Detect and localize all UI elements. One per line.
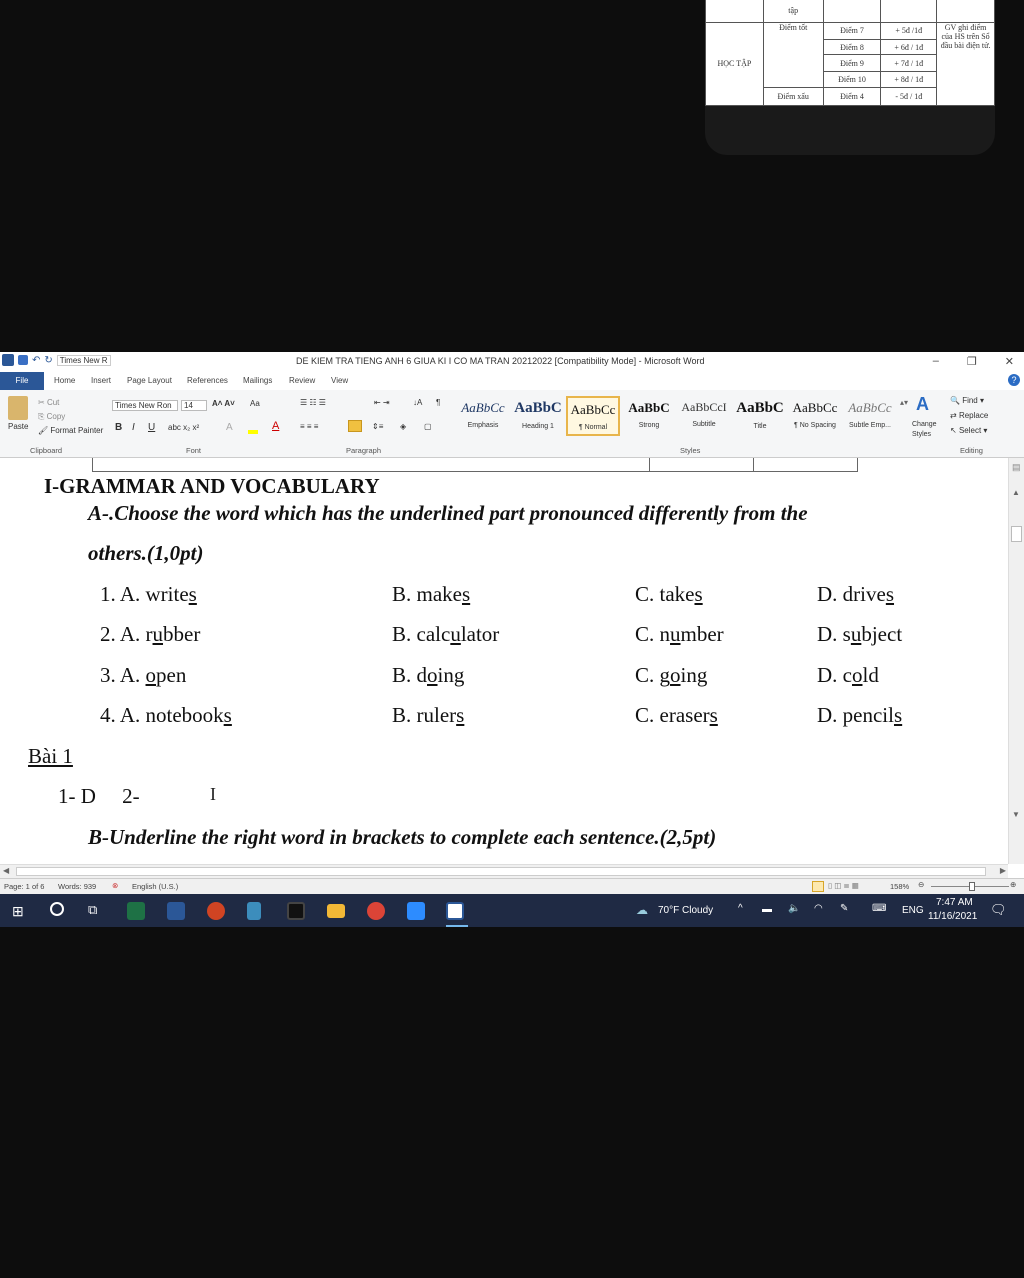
question-number: 4. A. <box>100 703 146 727</box>
cut-label: Cut <box>46 398 60 407</box>
zoom-in-icon[interactable]: ⊕ <box>1010 880 1017 889</box>
status-bar <box>0 878 1024 894</box>
help-icon[interactable]: ? <box>1008 374 1020 386</box>
weather-status[interactable]: 70°F Cloudy <box>658 905 714 916</box>
underlined-part: s <box>893 703 903 727</box>
table-cell: Điểm 4 <box>823 87 881 105</box>
table-cell: tập <box>763 0 823 22</box>
tab-file[interactable]: File <box>0 372 44 390</box>
style-emphasis[interactable] <box>456 396 510 436</box>
table-cell: + 6đ / 1đ <box>881 40 937 55</box>
word-window <box>0 352 1024 927</box>
tab-review[interactable]: Review <box>289 376 316 385</box>
option-text: ld <box>862 663 879 687</box>
table-cell: GV ghi điểm của HS trên Sổ đầu bài điện tử. <box>937 22 995 105</box>
question-row <box>100 582 197 607</box>
option-c <box>635 703 718 728</box>
redo-icon[interactable]: ↻ <box>44 354 53 366</box>
option-b <box>392 582 470 607</box>
language-status[interactable]: English (U.S.) <box>132 882 179 891</box>
style-sample: AaBbC <box>628 400 670 415</box>
italic-button[interactable]: I <box>132 422 135 433</box>
option-text: B. calc <box>392 622 451 646</box>
clock-date[interactable]: 11/16/2021 <box>928 911 978 922</box>
tab-page-layout[interactable]: Page Layout <box>127 376 172 385</box>
style-sample: AaBbCc <box>570 402 616 417</box>
ribbon <box>0 390 1024 458</box>
table-cell: + 8đ / 1đ <box>881 72 937 87</box>
line-spacing-icon[interactable]: ⇕≡ <box>372 422 384 431</box>
indent-icon[interactable]: ⇤ ⇥ <box>374 398 390 407</box>
question-row <box>100 703 232 728</box>
table-cell: - 5đ / 1đ <box>881 87 937 105</box>
sort-icon[interactable]: ↓A <box>413 398 423 407</box>
option-text: mber <box>680 622 724 646</box>
replace-button[interactable]: ⇄ Replace <box>950 411 989 420</box>
undo-icon[interactable]: ↶ <box>32 354 41 366</box>
justify-icon[interactable] <box>348 420 362 432</box>
option-c <box>635 622 724 647</box>
save-icon[interactable] <box>18 355 28 365</box>
tray-chevron-icon[interactable]: ^ <box>738 903 743 914</box>
task-view-icon[interactable]: ⧉ <box>88 902 98 917</box>
word-logo-icon <box>2 354 14 366</box>
style-subtle-emphasis[interactable] <box>843 396 897 436</box>
style-name: Emphasis <box>467 422 499 429</box>
word-active-icon[interactable] <box>446 902 464 920</box>
underlined-part: s <box>709 703 718 727</box>
table-cell: Điểm tốt <box>763 22 823 87</box>
find-button[interactable]: 🔍 Find ▾ <box>950 396 984 405</box>
tab-references[interactable]: References <box>187 376 228 385</box>
style-sample: AaBbCc <box>461 400 505 415</box>
style-normal[interactable] <box>566 396 620 436</box>
quick-access-toolbar <box>2 354 111 366</box>
underlined-part: s <box>694 582 703 606</box>
option-text: bject <box>861 622 903 646</box>
underlined-part: o <box>427 663 438 687</box>
underlined-part: s <box>456 703 465 727</box>
option-text: B. d <box>392 663 428 687</box>
style-name: Subtle Emp... <box>848 422 892 429</box>
style-sample: AaBbCcI <box>681 400 727 414</box>
option-text: lator <box>460 622 500 646</box>
ribbon-tabs <box>0 372 1024 390</box>
change-styles-icon[interactable]: A <box>916 394 929 414</box>
powerpoint-icon[interactable] <box>207 902 225 920</box>
option-text: pen <box>156 663 187 687</box>
scroll-down-icon[interactable]: ▼ <box>1012 810 1020 819</box>
restore-button[interactable]: ❐ <box>966 356 977 368</box>
question-number: 3. A. <box>100 663 146 687</box>
search-icon[interactable] <box>50 902 64 916</box>
excel-icon[interactable] <box>127 902 145 920</box>
bai1-heading: Bài 1 <box>28 744 73 768</box>
borders-icon[interactable]: ▢ <box>424 422 432 431</box>
style-name: ¶ No Spacing <box>794 422 836 429</box>
close-button[interactable]: ✕ <box>1004 356 1014 368</box>
option-b <box>392 622 499 647</box>
highlight-icon[interactable] <box>248 430 258 434</box>
underlined-part: s <box>188 582 197 606</box>
format-painter-button[interactable]: 🖌 Format Painter <box>38 426 104 435</box>
underlined-part: u <box>670 622 681 646</box>
page-count[interactable]: Page: 1 of 6 <box>4 882 45 891</box>
style-sample: AaBbC <box>514 400 562 416</box>
wifi-icon[interactable]: ◠ <box>814 903 823 914</box>
battery-icon[interactable]: ▬ <box>762 904 772 915</box>
notifications-icon[interactable]: 🗨 <box>990 902 1007 917</box>
text-cursor-icon: I <box>210 784 216 804</box>
tab-mailings[interactable]: Mailings <box>243 376 273 385</box>
change-styles-button[interactable]: Change Styles <box>912 421 937 438</box>
font-color-icon[interactable]: A <box>272 420 280 432</box>
option-d <box>817 582 894 607</box>
underlined-part: u <box>850 622 862 646</box>
option-text: D. pencil <box>817 703 894 727</box>
part-a-instruction-line1: A-.Choose the word which has the underlined part pronounced differently from the <box>88 501 808 525</box>
copy-label: Copy <box>46 412 66 421</box>
strikethrough-button[interactable]: abc x₂ x² <box>168 423 200 432</box>
windows-start-icon[interactable]: ⊞ <box>12 903 24 919</box>
style-strong[interactable] <box>622 396 676 436</box>
table-cell: Điểm 8 <box>823 40 881 55</box>
style-name: Title <box>753 423 767 430</box>
h-scroll-thumb[interactable] <box>16 867 986 876</box>
style-no-spacing[interactable] <box>788 396 842 436</box>
underline-button[interactable]: U <box>148 422 156 433</box>
file-explorer-icon[interactable] <box>327 904 345 918</box>
scroll-thumb[interactable] <box>1011 526 1022 542</box>
style-sample: AaBbC <box>736 400 784 416</box>
zoom-out-icon[interactable]: ⊖ <box>918 880 925 889</box>
table-cell: Điểm xấu <box>763 87 823 105</box>
show-marks-icon[interactable]: ¶ <box>436 398 441 407</box>
table-cell: + 5đ /1đ <box>881 22 937 39</box>
underlined-part: o <box>145 663 157 687</box>
option-text: C. g <box>635 663 671 687</box>
keyboard-icon[interactable]: ⌨ <box>872 903 887 914</box>
table-border-remnant <box>92 458 858 472</box>
text-effects-icon[interactable]: A <box>226 422 233 433</box>
group-editing: Editing <box>960 446 983 455</box>
python-icon[interactable] <box>247 902 261 920</box>
table-cell: Điểm 9 <box>823 55 881 72</box>
underlined-part: o <box>852 663 863 687</box>
bullets-icon[interactable]: ☰ ☷ ☰ <box>300 398 326 407</box>
style-name: Subtitle <box>692 421 716 428</box>
option-text: ing <box>680 663 708 687</box>
underlined-part: u <box>152 622 164 646</box>
underlined-part: o <box>670 663 681 687</box>
qat-font-box[interactable]: Times New R <box>57 355 111 366</box>
underlined-part: s <box>223 703 232 727</box>
font-name-box[interactable]: Times New Ron <box>112 400 178 411</box>
cloud-icon: ☁ <box>636 903 648 917</box>
change-case-icon[interactable]: Aa <box>250 399 260 408</box>
language-indicator[interactable]: ENG <box>902 905 924 916</box>
tab-view[interactable]: View <box>331 376 349 385</box>
cut-button[interactable]: ✂ Cut <box>38 398 60 407</box>
copy-button[interactable]: ⎘ Copy <box>38 412 66 421</box>
group-styles: Styles <box>680 446 701 455</box>
part-a-instruction-line2: others.(1,0pt) <box>88 541 204 565</box>
score-table-image <box>705 0 995 106</box>
group-font: Font <box>186 446 202 455</box>
underlined-part: s <box>885 582 895 606</box>
style-heading-1[interactable] <box>511 396 565 436</box>
option-d <box>817 622 902 647</box>
style-sample: AaBbCc <box>848 400 892 415</box>
answer-line: 1- D 2- <box>58 784 140 808</box>
zoom-level[interactable]: 158% <box>890 882 910 891</box>
video-overlay-panel <box>705 0 995 155</box>
option-text: C. eraser <box>635 703 710 727</box>
view-mode-icons[interactable]: ▯ ◫ ≣ ▦ <box>828 881 859 890</box>
option-b <box>392 703 464 728</box>
option-d <box>817 703 902 728</box>
group-paragraph: Paragraph <box>346 446 382 455</box>
question-row <box>100 663 186 688</box>
question-row <box>100 622 200 647</box>
document-page[interactable] <box>0 458 1024 866</box>
table-cell: + 7đ / 1đ <box>881 55 937 72</box>
select-button[interactable]: ↖ Select ▾ <box>950 426 988 435</box>
style-subtitle[interactable] <box>677 396 731 436</box>
underlined-part: s <box>461 582 471 606</box>
volume-icon[interactable]: 🔈 <box>788 903 801 914</box>
scroll-up-icon[interactable]: ▲ <box>1012 488 1020 497</box>
question-number: 1. A. <box>100 582 146 606</box>
format-painter-label: Format Painter <box>50 426 104 435</box>
group-clipboard: Clipboard <box>30 446 63 455</box>
style-name: Heading 1 <box>522 423 554 430</box>
minimize-button[interactable]: – <box>932 355 939 367</box>
style-title[interactable] <box>733 396 787 436</box>
app-icon[interactable] <box>287 902 305 920</box>
option-text: B. ruler <box>392 703 457 727</box>
select-label: Select <box>958 426 982 435</box>
proofing-icon[interactable]: ⊗ <box>112 881 119 890</box>
tab-insert[interactable]: Insert <box>91 376 112 385</box>
shading-icon[interactable]: ◈ <box>400 422 407 431</box>
option-text: D. c <box>817 663 852 687</box>
section-heading: I-GRAMMAR AND VOCABULARY <box>44 474 380 498</box>
option-d <box>817 663 879 688</box>
option-c <box>635 663 707 688</box>
word-app-icon[interactable] <box>167 902 185 920</box>
option-c <box>635 582 703 607</box>
align-icons[interactable]: ≡ ≡ ≡ <box>300 422 319 431</box>
option-text: notebook <box>145 703 224 727</box>
option-text: ing <box>437 663 465 687</box>
print-layout-view-icon[interactable] <box>812 881 824 892</box>
font-size-box[interactable]: 14 <box>181 400 207 411</box>
tab-home[interactable]: Home <box>54 376 76 385</box>
style-sample: AaBbCc <box>792 400 838 415</box>
option-text: C. n <box>635 622 671 646</box>
bold-button[interactable]: B <box>115 422 123 433</box>
word-count[interactable]: Words: 939 <box>58 882 97 891</box>
option-text: bber <box>163 622 201 646</box>
ruler-toggle-icon[interactable]: ▤ <box>1012 462 1021 472</box>
scroll-right-icon[interactable]: ▶ <box>999 866 1006 875</box>
table-cell: HỌC TẬP <box>706 22 764 105</box>
option-text: B. make <box>392 582 462 606</box>
paste-icon[interactable] <box>8 396 28 420</box>
part-b-instruction: B-Underline the right word in brackets to complete each sentence.(2,5pt) <box>88 825 717 849</box>
style-name: Strong <box>638 422 660 429</box>
option-text: r <box>145 622 153 646</box>
find-label: Find <box>962 396 978 405</box>
replace-label: Replace <box>958 411 989 420</box>
style-name: ¶ Normal <box>578 424 608 431</box>
title-bar <box>0 352 1024 372</box>
underlined-part: u <box>450 622 461 646</box>
window-title: DE KIEM TRA TIENG ANH 6 GIUA KI I CO MA TRAN 20212022 [Compatibility Mode] - Microsoft Word <box>296 356 705 366</box>
grow-font-icon[interactable]: A˄ A˅ <box>212 399 235 408</box>
table-cell: Điểm 10 <box>823 72 881 87</box>
horizontal-scrollbar[interactable] <box>0 864 1008 878</box>
option-b <box>392 663 464 688</box>
vertical-scrollbar[interactable] <box>1008 458 1024 864</box>
styles-scroll-icon[interactable]: ▴▾ <box>900 398 909 407</box>
option-text: D. drive <box>817 582 886 606</box>
question-number: 2. A. <box>100 622 146 646</box>
option-text: write <box>145 582 189 606</box>
clock-time[interactable]: 7:47 AM <box>936 897 973 908</box>
scroll-left-icon[interactable]: ◀ <box>3 866 10 875</box>
zoom-slider-thumb[interactable] <box>969 882 975 891</box>
chrome-icon[interactable] <box>367 902 385 920</box>
pen-icon[interactable]: ✎ <box>840 903 849 914</box>
zoom-app-icon[interactable] <box>407 902 425 920</box>
paste-button[interactable]: Paste <box>8 422 29 431</box>
option-text: D. s <box>817 622 851 646</box>
option-text: C. take <box>635 582 695 606</box>
windows-taskbar <box>0 894 1024 927</box>
table-cell: Điểm 7 <box>823 22 881 39</box>
